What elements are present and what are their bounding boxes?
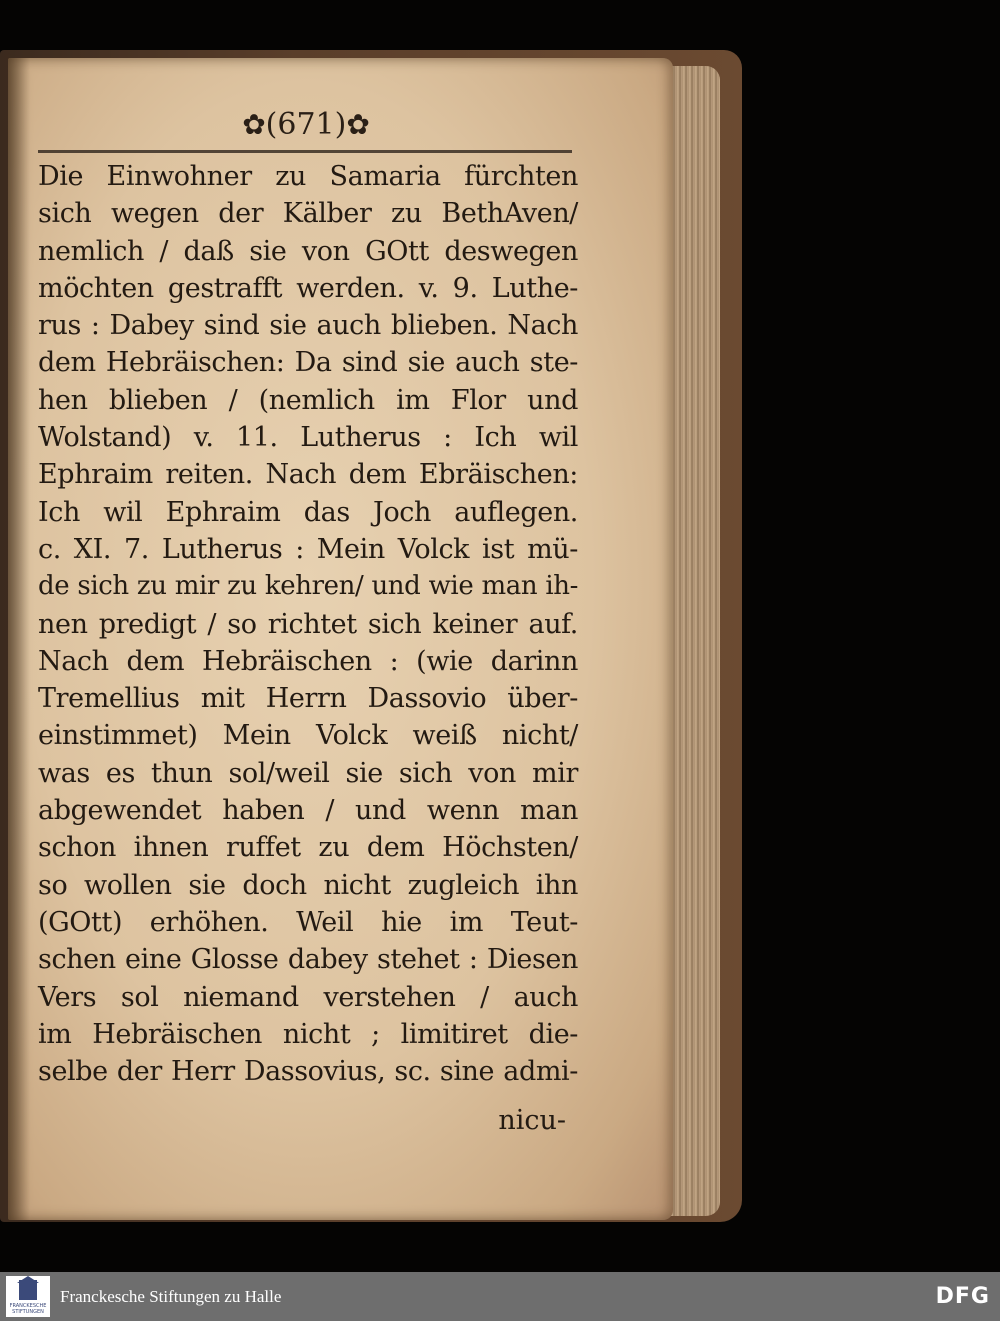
catchword: nicu- <box>498 1105 566 1136</box>
text-line: nemlich / daß sie von GOtt deswegen <box>38 235 578 267</box>
institution-logo[interactable] <box>6 1276 50 1317</box>
text-line: Wolstand) v. 11. Lutherus : Ich wil <box>38 422 578 454</box>
dfg-logo[interactable]: DFG <box>935 1284 990 1309</box>
institution-name[interactable]: Franckesche Stiftungen zu Halle <box>60 1287 282 1306</box>
text-line: schon ihnen ruffet zu dem Höchsten/ <box>38 832 578 864</box>
header-rule <box>38 150 572 153</box>
text-line: sich wegen der Kälber zu BethAven/ <box>38 198 578 230</box>
text-block <box>38 158 578 1090</box>
text-line: Die Einwohner zu Samaria fürchten <box>38 161 578 192</box>
text-line: Ephraim reiten. Nach dem Ebräischen: <box>38 459 578 491</box>
text-line: im Hebräischen nicht ; limitiret die- <box>38 1018 578 1050</box>
text-line: hen blieben / (nemlich im Flor und <box>38 384 578 416</box>
text-line: de sich zu mir zu kehren/ und wie man ih- <box>38 571 578 602</box>
text-line: c. XI. 7. Lutherus : Mein Volck ist mü- <box>38 533 578 565</box>
text-line: einstimmet) Mein Volck weiß nicht/ <box>38 720 578 752</box>
text-line: dem Hebräischen: Da sind sie auch ste- <box>38 347 578 379</box>
text-line: selbe der Herr Dassovius, sc. sine admi- <box>38 1056 578 1088</box>
text-line: rus : Dabey sind sie auch blieben. Nach <box>38 310 578 342</box>
text-line: möchten gestrafft werden. v. 9. Luthe- <box>38 272 578 304</box>
text-line: Ich wil Ephraim das Joch auflegen. <box>38 496 578 528</box>
text-line: was es thun sol/weil sie sich von mir <box>38 757 578 789</box>
text-line: Nach dem Hebräischen : (wie darinn <box>38 645 578 677</box>
ornament-left-icon: ✿ <box>242 108 266 141</box>
logo-text-2: STIFTUNGEN <box>12 1309 44 1315</box>
text-line: abgewendet haben / und wenn man <box>38 795 578 827</box>
logo-text-1: FRANCKESCHE <box>9 1303 47 1309</box>
page-number: (671) <box>265 107 347 142</box>
logo-house-icon <box>19 1280 37 1300</box>
text-line: (GOtt) erhöhen. Weil hie im Teut- <box>38 906 578 938</box>
footer-bar <box>0 1272 1000 1321</box>
text-line: Vers sol niemand verstehen / auch <box>38 981 578 1013</box>
text-line: schen eine Glosse dabey stehet : Diesen <box>38 944 578 976</box>
text-line: so wollen sie doch nicht zugleich ihn <box>38 869 578 901</box>
page-header <box>226 103 386 147</box>
text-line: nen predigt / so richtet sich keiner auf. <box>38 608 578 640</box>
spine-shadow <box>8 58 30 1220</box>
ornament-right-icon: ✿ <box>346 108 370 141</box>
text-line: Tremellius mit Herrn Dassovio über- <box>38 683 578 715</box>
